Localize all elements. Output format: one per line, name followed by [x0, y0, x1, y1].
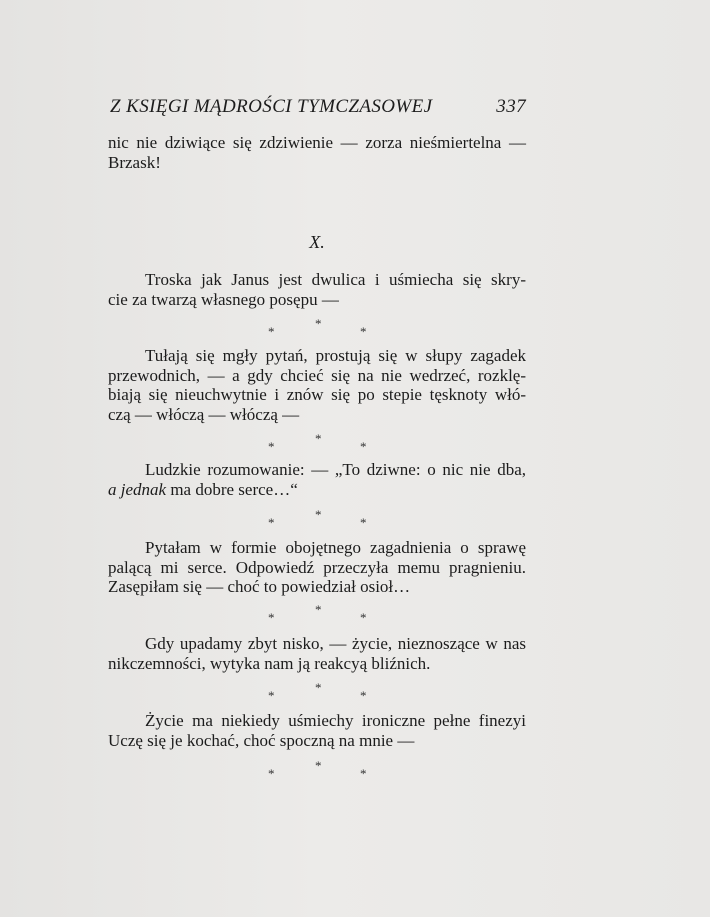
text-line: Troska jak Janus jest dwulica i uśmiecha się skry- — [145, 270, 526, 289]
text-line: Tułają się mgły pytań, prostują się w słupy zagadek — [145, 346, 526, 365]
star: * — [268, 515, 275, 530]
text-line: Brzask! — [108, 152, 161, 172]
star: * — [360, 515, 367, 530]
star: * — [268, 439, 275, 454]
text-line: palącą mi serce. Odpowiedź przeczyła memu pragnieniu. — [108, 557, 526, 577]
paragraph-closing — [108, 133, 526, 172]
header-title: Z KSIĘGI MĄDROŚCI TYMCZASOWEJ — [110, 96, 433, 117]
running-header — [110, 96, 526, 118]
asterism — [268, 431, 368, 453]
paragraph-mgly — [108, 346, 526, 424]
star: * — [360, 324, 367, 339]
text-line: cie za twarzą własnego posępu — — [108, 289, 339, 309]
text-line: przewodnich, — a gdy chcieć się na nie wedrzeć, rozklę- — [108, 365, 526, 385]
paragraph-zycie — [108, 711, 526, 750]
page-number: 337 — [496, 96, 526, 117]
star: * — [315, 602, 322, 617]
star: * — [360, 766, 367, 781]
text-line: Ludzkie rozumowanie: — „To dziwne: o nic nie dba, — [145, 460, 526, 479]
star: * — [315, 431, 322, 446]
star: * — [268, 766, 275, 781]
asterism — [268, 680, 368, 702]
paragraph-ludzkie — [108, 460, 526, 499]
asterism — [268, 602, 368, 624]
text-line: czą — włóczą — włóczą — — [108, 404, 300, 424]
asterism — [268, 316, 368, 338]
text-line: biają się nieuchwytnie i znów się po stepie tęsknoty włó- — [108, 385, 526, 404]
section-heading: X. — [309, 232, 325, 252]
text-line: nikczemności, wytyka nam ją reakcyą bliźnich. — [108, 653, 431, 673]
text-line: nic nie dziwiące się zdziwienie — zorza nieśmiertelna — — [108, 133, 526, 152]
paragraph-troska — [108, 270, 526, 309]
text-line: Uczę się je kochać, choć spoczną na mnie — — [108, 730, 415, 750]
star: * — [360, 688, 367, 703]
star: * — [268, 324, 275, 339]
asterism — [268, 507, 368, 529]
text-line: Zasępiłam się — choć to powiedział osioł… — [108, 577, 411, 596]
text-line: Życie ma niekiedy uśmiechy ironiczne pełne finezyi — [145, 711, 526, 730]
star: * — [315, 680, 322, 695]
text-line: Gdy upadamy zbyt nisko, — życie, nieznoszące w nas — [145, 634, 526, 653]
star: * — [268, 610, 275, 625]
text-line: Pytałam w formie obojętnego zagadnienia o sprawę — [145, 538, 526, 557]
asterism — [268, 758, 368, 780]
star: * — [315, 507, 322, 522]
star: * — [360, 610, 367, 625]
star: * — [315, 316, 322, 331]
star: * — [360, 439, 367, 454]
paragraph-pytalam — [108, 538, 526, 597]
star: * — [268, 688, 275, 703]
star: * — [315, 758, 322, 773]
text-line: a jednak ma dobre serce…“ — [108, 479, 298, 499]
paragraph-upadamy — [108, 634, 526, 673]
